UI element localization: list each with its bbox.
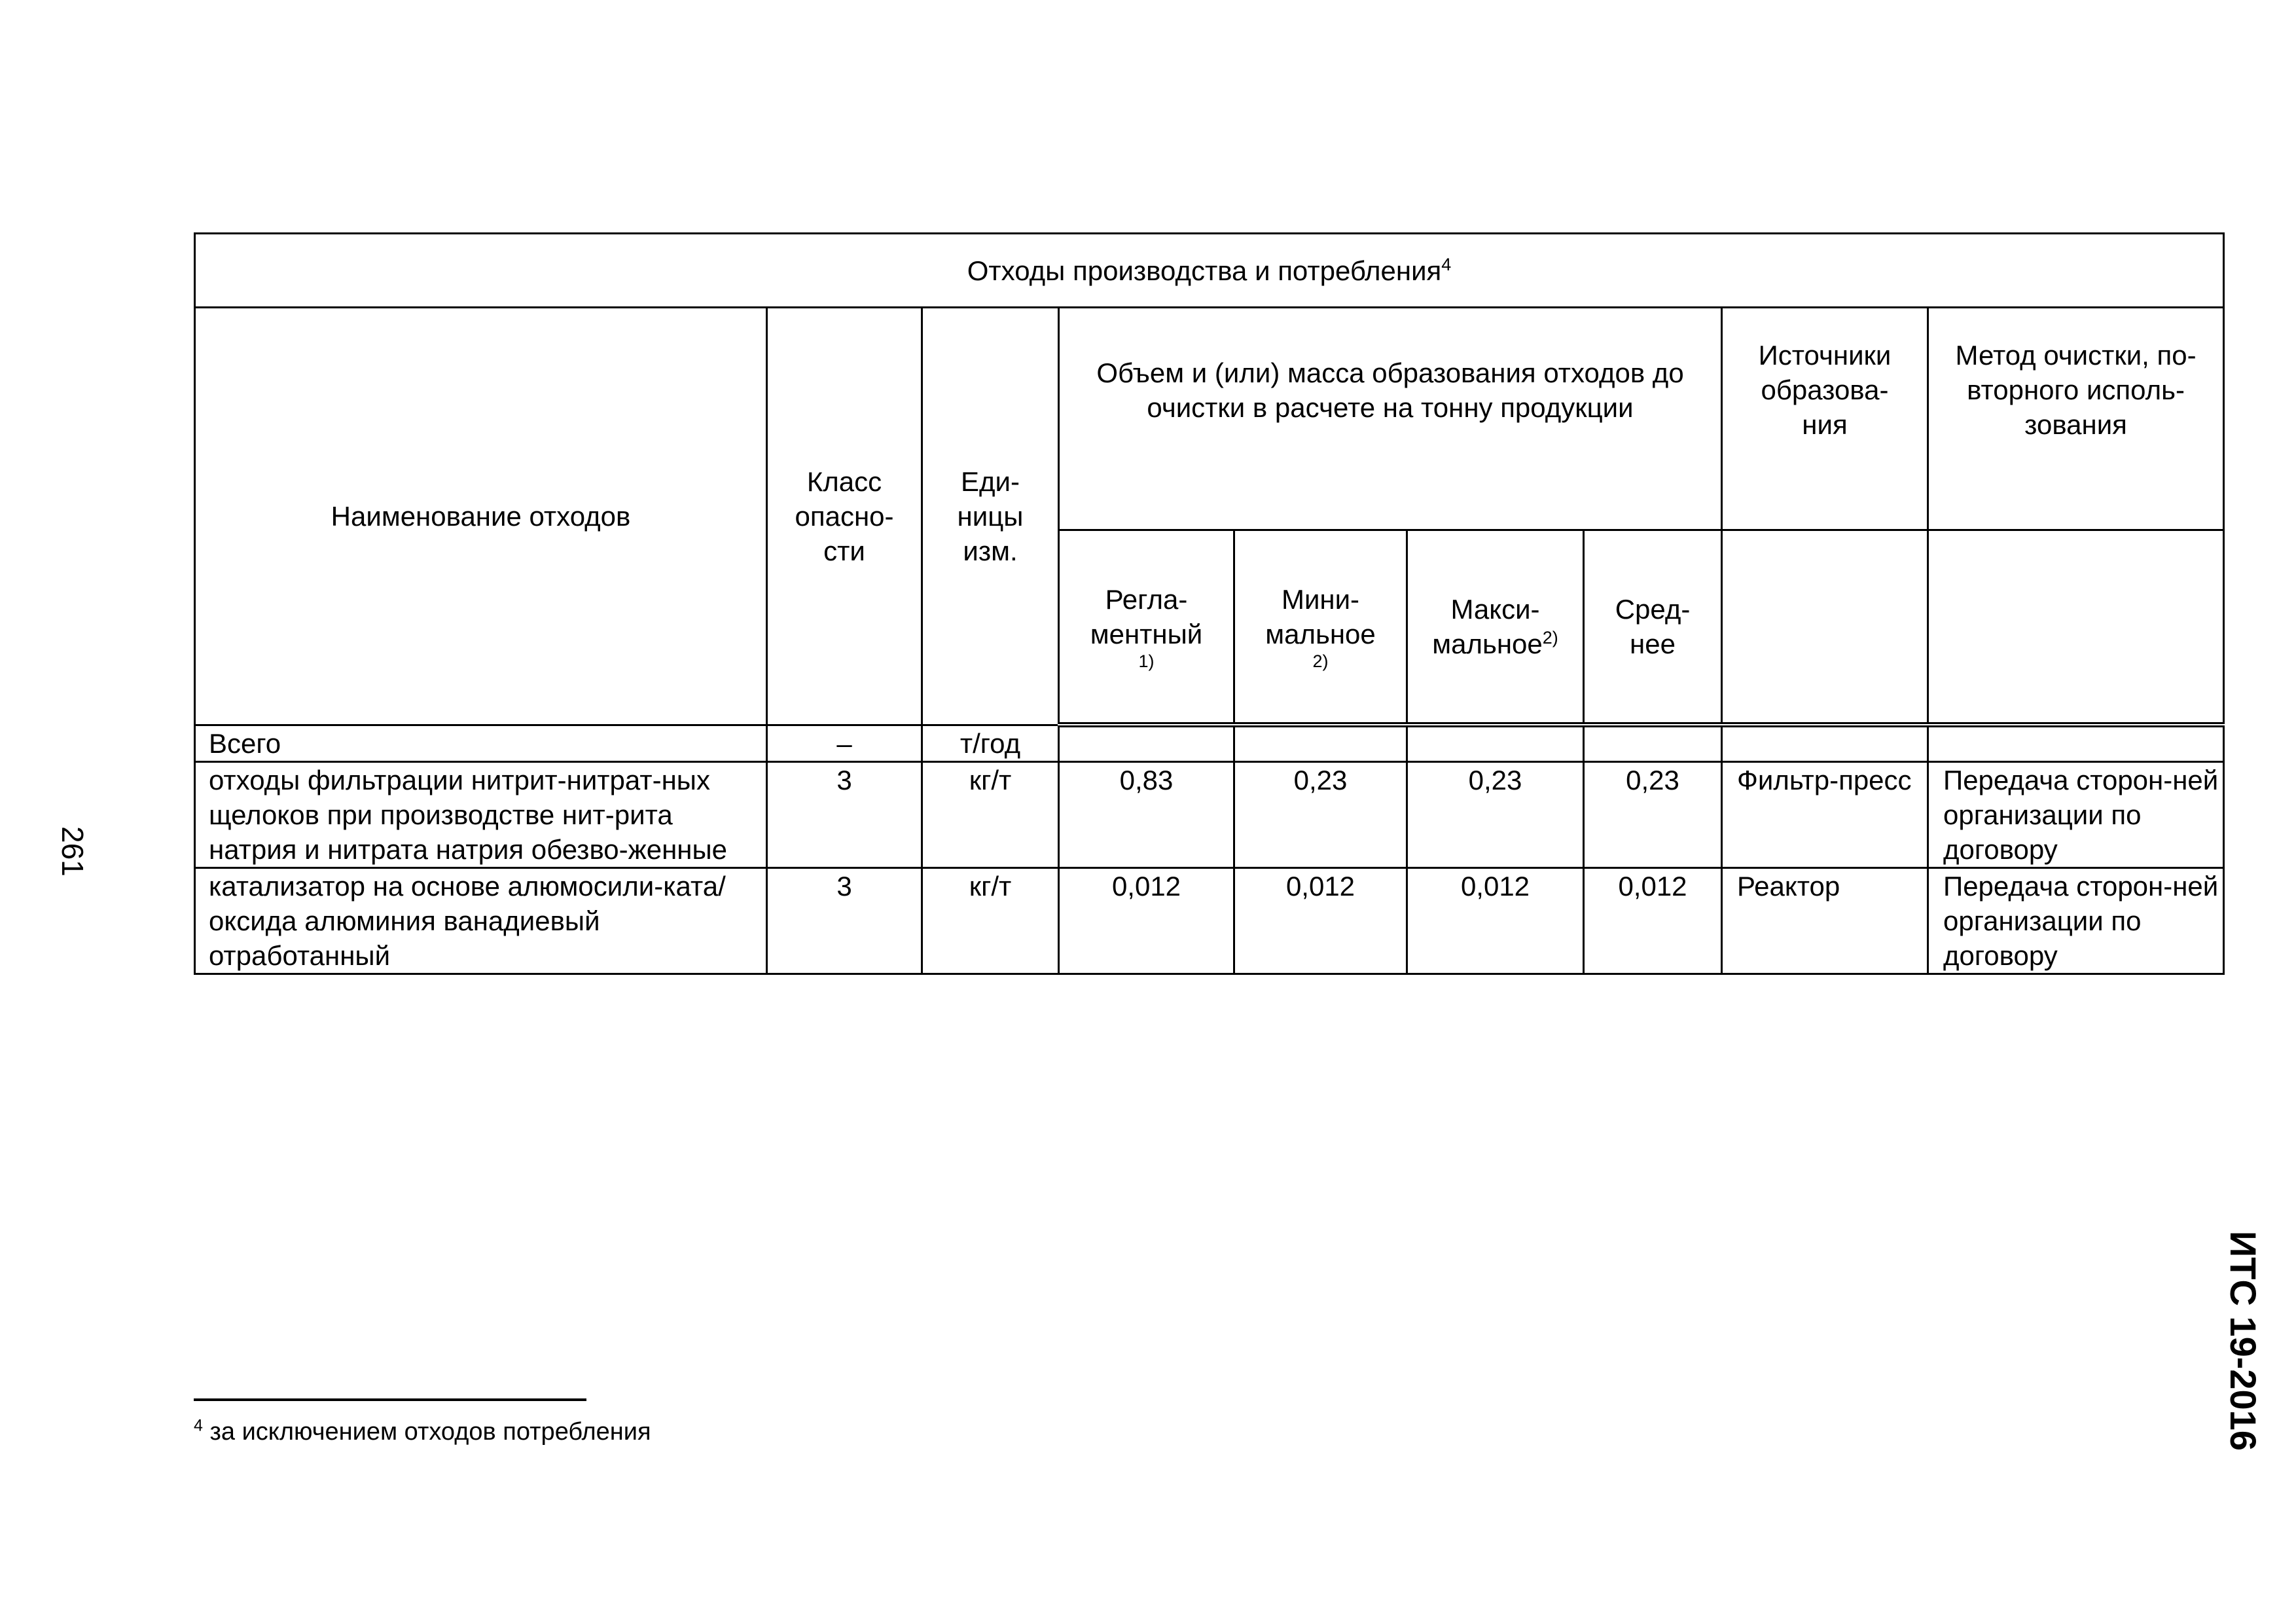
cell-method: Передача сторон-ней организации по договору [1928, 867, 2224, 974]
cell-units: кг/т [922, 867, 1059, 974]
header-hazard-class: Класс опасно-сти [767, 308, 922, 725]
header-name: Наименование отходов [195, 308, 767, 725]
header-minimal [1234, 530, 1407, 725]
table-title-text: Отходы производства и потребления [967, 255, 1442, 286]
cell-units: кг/т [922, 761, 1059, 867]
footnote-mark: 4 [194, 1416, 203, 1435]
table-title-footnote-mark: 4 [1441, 254, 1452, 274]
cell-minimal: 0,012 [1234, 867, 1407, 974]
table-row [195, 725, 2224, 761]
cell-units: т/год [922, 725, 1059, 761]
header-sources: Источники образова-ния [1722, 308, 1928, 530]
header-average: Сред-нее [1584, 530, 1722, 725]
header-regulated-note: 1) [1138, 651, 1155, 671]
header-units: Еди-ницы изм. [922, 308, 1059, 725]
cell-average: 0,23 [1584, 761, 1722, 867]
waste-table [194, 232, 2225, 975]
cell-average: 0,012 [1584, 867, 1722, 974]
cell-hazard-class: 3 [767, 761, 922, 867]
cell-method: Передача сторон-ней организации по договору [1928, 761, 2224, 867]
header-minimal-label: Мини-мальное [1265, 584, 1376, 649]
header-method-empty [1928, 530, 2224, 725]
cell-maximal: 0,23 [1407, 761, 1584, 867]
header-regulated-label: Регла-ментный [1090, 584, 1203, 649]
cell-regulated: 0,012 [1059, 867, 1234, 974]
cell-name: катализатор на основе алюмосили-ката/оксида алюминия ванадиевый отработанный [195, 867, 767, 974]
footnote-text: за исключением отходов потребления [202, 1418, 651, 1446]
document-code: ИТС 19-2016 [2223, 1231, 2264, 1451]
cell-name: Всего [195, 725, 767, 761]
table-row [195, 867, 2224, 974]
table-row [195, 761, 2224, 867]
cell-regulated [1059, 725, 1234, 761]
cell-maximal: 0,012 [1407, 867, 1584, 974]
header-method: Метод очистки, по-вторного исполь-зования [1928, 308, 2224, 530]
page-number: 261 [56, 826, 90, 877]
header-maximal-note: 2) [1542, 628, 1558, 647]
cell-hazard-class: – [767, 725, 922, 761]
cell-regulated: 0,83 [1059, 761, 1234, 867]
cell-source: Фильтр-пресс [1722, 761, 1928, 867]
cell-source [1722, 725, 1928, 761]
header-sources-empty [1722, 530, 1928, 725]
header-volume: Объем и (или) масса образования отходов до очистки в расчете на тонну продукции [1059, 308, 1722, 530]
table-title [195, 234, 2224, 308]
cell-hazard-class: 3 [767, 867, 922, 974]
cell-maximal [1407, 725, 1584, 761]
header-minimal-note: 2) [1312, 651, 1329, 671]
cell-minimal [1234, 725, 1407, 761]
footnote-separator [194, 1398, 586, 1401]
cell-name: отходы фильтрации нитрит-нитрат-ных щелоков при производстве нит-рита натрия и нитрата натрия обезво-женные [195, 761, 767, 867]
header-regulated [1059, 530, 1234, 725]
cell-source: Реактор [1722, 867, 1928, 974]
cell-average [1584, 725, 1722, 761]
header-maximal [1407, 530, 1584, 725]
cell-method [1928, 725, 2224, 761]
cell-minimal: 0,23 [1234, 761, 1407, 867]
header-maximal-label: Макси-мальное [1432, 594, 1543, 659]
footnote [194, 1417, 651, 1447]
